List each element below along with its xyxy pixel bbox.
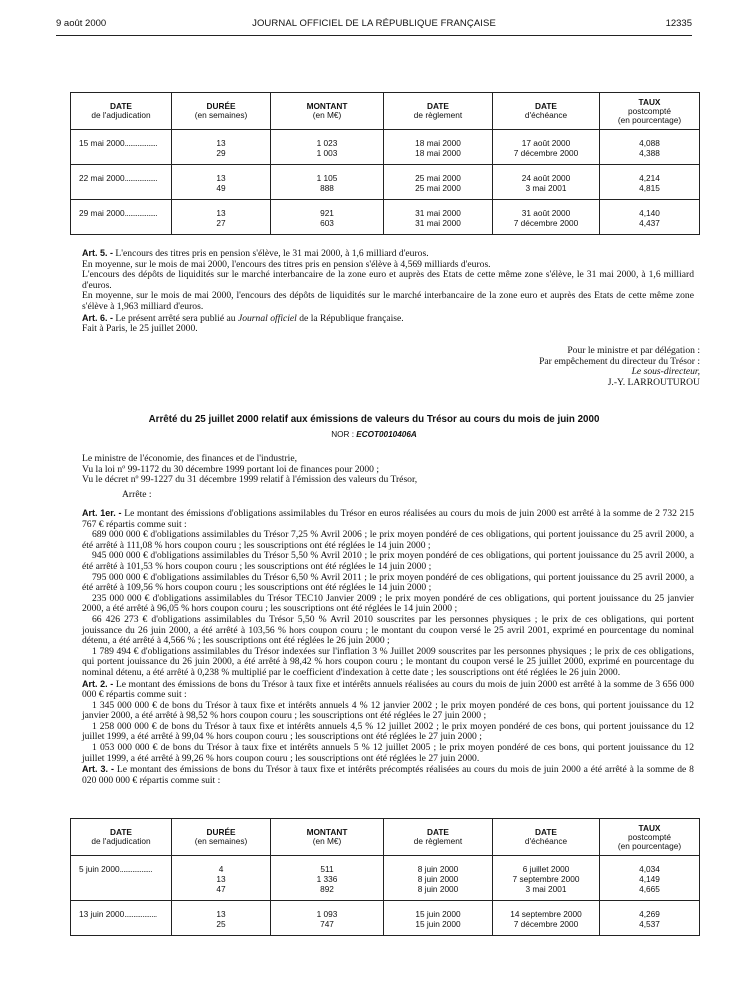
article-label: Art. 5. - xyxy=(82,248,114,258)
cell-value: 17 août 2000 xyxy=(521,138,571,148)
leader-dots: .................. xyxy=(124,909,157,919)
article-label: Art. 2. - xyxy=(82,678,114,689)
articles-block xyxy=(82,508,694,786)
cell-montant xyxy=(271,856,384,901)
cell-date-reglement xyxy=(384,901,493,936)
cell-value: 6 juillet 2000 xyxy=(522,864,570,874)
paragraph: En moyenne, sur le mois de mai 2000, l'encours des titres pris en pension s'élève à 4,569 milliards d'euros. xyxy=(82,258,491,270)
cell-value: 1 023 xyxy=(316,138,338,148)
cell-value: 47 xyxy=(216,884,226,894)
list-item: 1 789 494 € d'obligations assimilables du Trésor indexées sur l'inflation 3 % Juillet 2009 souscrites par les personnes physiques ; le prix de ces obligations, qui portent jouissance du 26 juin 2000, a été arrêté à 98,42 % hors coupon couru ; le montant du coupon versé le 25 juillet 2000, exprimé en pourcentage du nominal détenu, a été arrêté à 0,238 % multiplié par le coefficient d'indexation à cette date ; les souscriptions ont été réglées le 26 juin 2000. xyxy=(82,645,694,678)
article-text-block-1 xyxy=(82,248,694,335)
column-header-taux: TAUX postcompté (en pourcentage) xyxy=(600,93,700,130)
cell-value: 29 xyxy=(216,148,226,158)
cell-value: 15 juin 2000 xyxy=(415,909,461,919)
cell-value: 13 xyxy=(216,138,226,148)
cell-date-echeance xyxy=(493,130,600,165)
cell-duree xyxy=(172,856,271,901)
cell-date-reglement xyxy=(384,130,493,165)
cell-value: 511 xyxy=(320,864,334,874)
table-row xyxy=(71,901,700,936)
column-header-date-reglement: DATE de règlement xyxy=(384,93,493,130)
cell-value: 888 xyxy=(320,183,334,193)
column-header-montant: MONTANT (en M€) xyxy=(271,93,384,130)
cell-value: 1 003 xyxy=(316,148,338,158)
cell-value: 4,437 xyxy=(639,218,660,228)
cell-value: 18 mai 2000 xyxy=(415,138,461,148)
article-6: Art. 6. - Le présent arrêté sera publié au Journal officiel de la République française. xyxy=(82,312,404,324)
cell-taux xyxy=(600,200,700,235)
cell-value: 31 mai 2000 xyxy=(415,218,461,228)
cell-value: 13 xyxy=(216,173,226,183)
cell-value: 8 juin 2000 xyxy=(417,874,459,884)
cell-value: 27 xyxy=(216,218,226,228)
list-item: 689 000 000 € d'obligations assimilables du Trésor 7,25 % Avril 2006 ; le prix moyen pondéré de ces obligations, qui portent jouissance du 25 avril 2000, a été arrêté à 111,08 % hors coupon couru ; les souscriptions ont été réglées le 14 juin 2000 ; xyxy=(82,529,694,551)
cell-taux xyxy=(600,901,700,936)
cell-value: 15 juin 2000 xyxy=(415,919,461,929)
cell-montant xyxy=(271,901,384,936)
arrete-title: Arrêté du 25 juillet 2000 relatif aux émissions de valeurs du Trésor au cours du mois de juin 2000 xyxy=(148,414,600,425)
cell-value: 4,214 xyxy=(639,173,660,183)
cell-date-echeance xyxy=(493,901,600,936)
column-header-date-adjudication: DATE de l'adjudication xyxy=(71,819,172,856)
signature-line: Par empêchement du directeur du Trésor : xyxy=(539,355,700,367)
signatory-name: J.-Y. LARROUTUROU xyxy=(607,376,700,388)
adjudication-date: 29 mai 2000 xyxy=(79,208,125,218)
column-header-montant: MONTANT (en M€) xyxy=(271,819,384,856)
column-header-date-echeance: DATE d'échéance xyxy=(493,93,600,130)
cell-value: 4,815 xyxy=(639,183,660,193)
nor-reference: NOR : ECOT0010406A xyxy=(331,430,417,439)
list-item: 66 426 273 € d'obligations assimilables du Trésor 5,50 % Avril 2010 souscrites par les personnes physiques ; le prix de ces obligations, qui portent jouissance du 26 juin 2000, a été arrêté à 103,56 % hors coupon couru ; le montant du coupon versé le 25 avril 2001, exprimé en pourcentage du nominal détenu, a été arrêté à 4,566 % ; les souscriptions ont été réglées le 26 juin 2000 ; xyxy=(82,613,694,647)
cell-value: 25 mai 2000 xyxy=(415,173,461,183)
paragraph: L'encours des dépôts de liquidités sur le marché interbancaire de la zone euro et auprès des Etats de cette même zone s'élève, le 31 mai 2000, à 1,6 milliard d'euros. xyxy=(82,269,694,291)
cell-value: 25 mai 2000 xyxy=(415,183,461,193)
signature-block xyxy=(470,346,700,388)
cell-value: 7 décembre 2000 xyxy=(513,218,579,228)
article-3-intro: Art. 3. - Le montant des émissions de bons du Trésor à taux fixe et intérêts précomptés réalisées au cours du mois de juin 2000 a été arrêté à la somme de 8 020 000 000 € répartis comme suit : xyxy=(82,764,694,786)
cell-value: 14 septembre 2000 xyxy=(510,909,582,919)
cell-value: 13 xyxy=(216,208,226,218)
cell-value: 1 105 xyxy=(316,173,338,183)
page-header xyxy=(56,18,692,36)
cell-value: 892 xyxy=(320,884,334,894)
column-header-date-echeance: DATE d'échéance xyxy=(493,819,600,856)
cell-date-echeance xyxy=(493,165,600,200)
column-header-duree: DURÉE (en semaines) xyxy=(172,93,271,130)
cell-value: 49 xyxy=(216,183,226,193)
fait-a-paris: Fait à Paris, le 25 juillet 2000. xyxy=(82,323,198,335)
cell-date-adjudication xyxy=(71,901,172,936)
article-label: Art. 3. - xyxy=(82,764,115,775)
cell-value: 8 juin 2000 xyxy=(417,884,459,894)
article-label: Art. 6. - xyxy=(82,312,114,323)
adjudication-date: 22 mai 2000 xyxy=(79,173,125,183)
arrete-word: Arrête : xyxy=(122,488,152,500)
cell-value: 4,665 xyxy=(639,884,660,894)
list-item: 945 000 000 € d'obligations assimilables du Trésor 5,50 % Avril 2010 ; le prix moyen pondéré de ces obligations, qui portent jouissance du 25 avril 2000, a été arrêté à 101,53 % hors coupon couru ; les souscriptions ont été réglées le 14 juin 2000 ; xyxy=(82,550,694,572)
cell-value: 747 xyxy=(320,919,334,929)
adjudication-date: 13 juin 2000 xyxy=(79,909,125,919)
cell-value: 4,034 xyxy=(639,864,660,874)
cell-value: 7 septembre 2000 xyxy=(512,874,580,884)
preamble-line: Vu le décret nº 99-1227 du 31 décembre 1999 relatif à l'émission des valeurs du Trésor, xyxy=(82,474,418,486)
cell-value: 7 décembre 2000 xyxy=(513,148,579,158)
page-number: 12335 xyxy=(665,18,692,29)
table-row xyxy=(71,165,700,200)
adjudication-date: 5 juin 2000 xyxy=(79,864,120,874)
signature-title: Le sous-directeur, xyxy=(631,366,700,378)
article-2-intro: Art. 2. - Le montant des émissions de bons du Trésor à taux fixe et intérêts annuels réalisées au cours du mois de juin 2000 est arrêté à la somme de 3 656 000 000 € répartis comme suit : xyxy=(82,678,694,701)
cell-value: 13 xyxy=(216,874,226,884)
adjudication-table-june xyxy=(70,818,700,936)
cell-duree xyxy=(172,901,271,936)
cell-date-adjudication xyxy=(71,165,172,200)
table-header-row xyxy=(71,93,700,130)
leader-dots: .................. xyxy=(119,864,153,874)
column-header-date-reglement: DATE de règlement xyxy=(384,819,493,856)
preamble-line: Le ministre de l'économie, des finances et de l'industrie, xyxy=(82,453,297,464)
cell-value: 4,088 xyxy=(639,138,660,148)
cell-date-reglement xyxy=(384,165,493,200)
journal-title: JOURNAL OFFICIEL DE LA RÉPUBLIQUE FRANÇAISE xyxy=(252,18,496,29)
cell-montant xyxy=(271,200,384,235)
paragraph: En moyenne, sur le mois de mai 2000, l'encours des dépôts de liquidités sur le marché interbancaire de la zone euro et auprès des Etats de cette même zone s'élève à 1,963 milliard d'euros. xyxy=(82,290,694,312)
cell-date-adjudication xyxy=(71,200,172,235)
cell-date-adjudication xyxy=(71,856,172,901)
cell-value: 1 336 xyxy=(316,874,338,884)
leader-dots: .................. xyxy=(124,173,158,183)
cell-value: 4,269 xyxy=(639,909,660,919)
cell-value: 8 juin 2000 xyxy=(417,864,459,874)
cell-value: 4,140 xyxy=(639,208,660,218)
cell-value: 31 août 2000 xyxy=(521,208,571,218)
article-label: Art. 1er. - xyxy=(82,508,122,518)
leader-dots: .................. xyxy=(124,138,158,148)
preamble-line: Vu la loi nº 99-1172 du 30 décembre 1999 portant loi de finances pour 2000 ; xyxy=(82,463,379,475)
cell-duree xyxy=(172,130,271,165)
header-date: 9 août 2000 xyxy=(56,18,107,29)
cell-value: 603 xyxy=(320,218,334,228)
table-row xyxy=(71,130,700,165)
column-header-duree: DURÉE (en semaines) xyxy=(172,819,271,856)
preamble xyxy=(82,454,694,500)
table-row xyxy=(71,856,700,901)
adjudication-table-may xyxy=(70,92,700,235)
column-header-date-adjudication: DATE de l'adjudication xyxy=(71,93,172,130)
cell-date-reglement xyxy=(384,856,493,901)
cell-taux xyxy=(600,130,700,165)
cell-date-adjudication xyxy=(71,130,172,165)
cell-value: 24 août 2000 xyxy=(521,173,571,183)
adjudication-date: 15 mai 2000 xyxy=(79,138,125,148)
signature-line: Pour le ministre et par délégation : xyxy=(567,345,700,356)
article-5: Art. 5. - L'encours des titres pris en pension s'élève, le 31 mai 2000, à 1,6 milliard d'euros. xyxy=(82,248,429,259)
cell-value: 4,537 xyxy=(639,919,660,929)
cell-duree xyxy=(172,165,271,200)
cell-value: 3 mai 2001 xyxy=(525,884,567,894)
cell-value: 18 mai 2000 xyxy=(415,148,461,158)
cell-value: 25 xyxy=(216,919,226,929)
cell-taux xyxy=(600,856,700,901)
cell-value: 3 mai 2001 xyxy=(525,183,567,193)
cell-date-echeance xyxy=(493,200,600,235)
list-item: 1 345 000 000 € de bons du Trésor à taux fixe et intérêts annuels 4 % 12 janvier 2002 ; le prix moyen pondéré de ces bons, qui portent jouissance du 12 janvier 2000, a été arrêté à 98,52 % hors coupon couru ; les souscriptions ont été réglées le 27 juin 2000 ; xyxy=(82,699,694,722)
cell-value: 13 xyxy=(216,909,226,919)
cell-date-reglement xyxy=(384,200,493,235)
list-item: 1 258 000 000 € de bons du Trésor à taux fixe et intérêts annuels 4,5 % 12 juillet 2002 ; le prix moyen pondéré de ces bons, qui portent jouissance du 12 juillet 1999, a été arrêté à 99,04 % hors coupon couru ; les souscriptions ont été réglées le 27 juin 2000 ; xyxy=(82,720,694,743)
cell-value: 4,388 xyxy=(639,148,660,158)
table-header-row xyxy=(71,819,700,856)
cell-duree xyxy=(172,200,271,235)
cell-value: 7 décembre 2000 xyxy=(513,919,579,929)
list-item: 235 000 000 € d'obligations assimilables du Trésor TEC10 Janvier 2009 ; le prix moyen pondéré de ces obligations, qui portent jouissance du 25 janvier 2000, a été arrêté à 96,05 % hors coupon couru ; les souscriptions ont été réglées le 14 juin 2000 ; xyxy=(82,592,694,615)
cell-value: 4 xyxy=(218,864,224,874)
cell-value: 1 093 xyxy=(316,909,338,919)
cell-value: 31 mai 2000 xyxy=(415,208,461,218)
cell-value: 921 xyxy=(320,208,334,218)
leader-dots: .................. xyxy=(124,208,158,218)
cell-date-echeance xyxy=(493,856,600,901)
cell-montant xyxy=(271,130,384,165)
list-item: 1 053 000 000 € de bons du Trésor à taux fixe et intérêts annuels 5 % 12 juillet 2005 ; le prix moyen pondéré de ces bons, qui portent jouissance du 12 juillet 1999, a été arrêté à 99,26 % hors coupon couru ; les souscriptions ont été réglées le 27 juin 2000. xyxy=(82,742,694,764)
cell-montant xyxy=(271,165,384,200)
column-header-taux: TAUX postcompté (en pourcentage) xyxy=(600,819,700,856)
table-row xyxy=(71,200,700,235)
list-item: 795 000 000 € d'obligations assimilables du Trésor 6,50 % Avril 2011 ; le prix moyen pondéré de ces obligations, qui portent jouissance du 25 avril 2000, a été arrêté à 109,56 % hors coupon couru ; les souscriptions ont été réglées le 14 juin 2000 ; xyxy=(82,571,694,594)
cell-value: 4,149 xyxy=(639,874,660,884)
cell-taux xyxy=(600,165,700,200)
article-1-intro: Art. 1er. - Le montant des émissions d'obligations assimilables du Trésor en euros réalisées au cours du mois de juin 2000 est arrêté à la somme de 2 732 215 767 € répartis comme suit : xyxy=(82,508,694,530)
